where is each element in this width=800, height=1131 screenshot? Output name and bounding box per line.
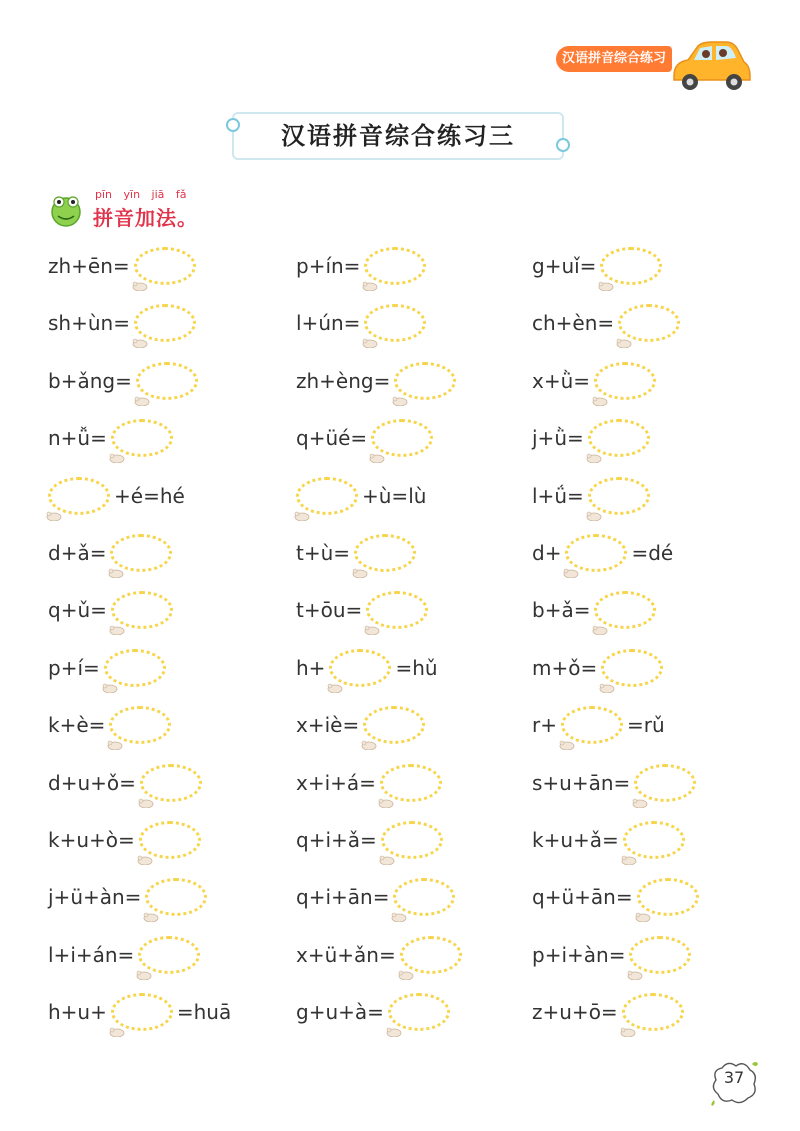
exercise-text: m+ǒ= bbox=[532, 655, 598, 680]
mouse-icon bbox=[597, 272, 615, 282]
mouse-icon bbox=[562, 559, 580, 569]
answer-oval[interactable] bbox=[48, 477, 110, 515]
answer-oval[interactable] bbox=[329, 649, 391, 687]
section-title: 拼音加法。 bbox=[93, 206, 198, 230]
answer-oval[interactable] bbox=[565, 534, 627, 572]
mouse-icon bbox=[101, 674, 119, 684]
exercise-item bbox=[532, 818, 685, 862]
exercise-text: x+ǜ= bbox=[532, 368, 591, 393]
mouse-icon bbox=[351, 559, 369, 569]
exercise-item bbox=[48, 359, 198, 403]
exercise-text: q+ǔ= bbox=[48, 598, 107, 623]
answer-oval[interactable] bbox=[364, 304, 426, 342]
answer-oval[interactable] bbox=[371, 419, 433, 457]
exercise-text: j+ü+àn= bbox=[48, 885, 142, 910]
exercise-item bbox=[296, 474, 426, 518]
exercise-item bbox=[296, 761, 442, 805]
mouse-icon bbox=[631, 789, 649, 799]
answer-oval[interactable] bbox=[622, 993, 684, 1031]
exercise-item bbox=[532, 301, 680, 345]
exercise-item bbox=[532, 244, 662, 288]
mouse-icon bbox=[131, 329, 149, 339]
exercise-text: g+u+à= bbox=[296, 1000, 384, 1025]
exercise-item bbox=[296, 531, 416, 575]
answer-oval[interactable] bbox=[111, 419, 173, 457]
mouse-icon bbox=[293, 502, 311, 512]
exercise-text: zh+èng= bbox=[296, 368, 391, 393]
answer-oval[interactable] bbox=[381, 821, 443, 859]
answer-oval[interactable] bbox=[400, 936, 462, 974]
answer-oval[interactable] bbox=[104, 649, 166, 687]
exercise-item bbox=[48, 416, 173, 460]
answer-oval[interactable] bbox=[145, 878, 207, 916]
answer-oval[interactable] bbox=[364, 247, 426, 285]
exercise-text: h+ bbox=[296, 655, 326, 680]
exercise-item bbox=[296, 818, 443, 862]
mouse-icon bbox=[391, 387, 409, 397]
page-number: 37 bbox=[723, 1068, 745, 1087]
mouse-icon bbox=[363, 616, 381, 626]
mouse-icon bbox=[378, 846, 396, 856]
answer-oval[interactable] bbox=[366, 591, 428, 629]
mouse-icon bbox=[360, 731, 378, 741]
answer-oval[interactable] bbox=[629, 936, 691, 974]
exercise-item bbox=[48, 933, 200, 977]
exercise-item bbox=[48, 990, 231, 1034]
exercise-text: q+üé= bbox=[296, 426, 368, 451]
mouse-icon bbox=[133, 387, 151, 397]
answer-oval[interactable] bbox=[600, 247, 662, 285]
exercise-item bbox=[296, 933, 462, 977]
exercise-item bbox=[532, 531, 673, 575]
title-box bbox=[232, 112, 564, 160]
exercise-item bbox=[296, 588, 428, 632]
answer-oval[interactable] bbox=[134, 247, 196, 285]
exercise-item bbox=[48, 818, 201, 862]
exercise-item bbox=[48, 474, 185, 518]
exercise-item bbox=[532, 703, 665, 747]
mouse-icon bbox=[397, 961, 415, 971]
exercise-item bbox=[532, 474, 650, 518]
exercise-text: k+u+ò= bbox=[48, 828, 135, 852]
mouse-icon bbox=[585, 444, 603, 454]
answer-oval[interactable] bbox=[110, 534, 172, 572]
mouse-icon bbox=[585, 502, 603, 512]
exercise-text: b+ǎ= bbox=[532, 598, 591, 623]
exercise-text: h+u+ bbox=[48, 1000, 107, 1025]
exercise-item bbox=[48, 703, 171, 747]
frog-icon bbox=[48, 192, 84, 228]
answer-oval[interactable] bbox=[594, 591, 656, 629]
exercise-text: =huā bbox=[176, 1000, 232, 1025]
answer-oval[interactable] bbox=[296, 477, 358, 515]
exercise-item bbox=[532, 359, 656, 403]
answer-oval[interactable] bbox=[388, 993, 450, 1031]
mouse-icon bbox=[361, 272, 379, 282]
answer-oval[interactable] bbox=[618, 304, 680, 342]
answer-oval[interactable] bbox=[363, 706, 425, 744]
exercise-text: r+ bbox=[532, 713, 557, 738]
page-title: 汉语拼音综合练习三 bbox=[281, 122, 515, 150]
exercise-item bbox=[532, 416, 650, 460]
exercise-item bbox=[48, 531, 172, 575]
answer-oval[interactable] bbox=[634, 764, 696, 802]
answer-oval[interactable] bbox=[394, 362, 456, 400]
answer-oval[interactable] bbox=[111, 993, 173, 1031]
exercise-text: =dé bbox=[631, 541, 674, 565]
exercise-text: x+i+á= bbox=[296, 770, 376, 795]
answer-oval[interactable] bbox=[138, 936, 200, 974]
exercise-text: s+u+ān= bbox=[532, 770, 631, 795]
mouse-icon bbox=[142, 903, 160, 913]
exercise-item bbox=[296, 301, 426, 345]
exercise-text: =rǔ bbox=[626, 713, 665, 738]
mouse-icon bbox=[137, 789, 155, 799]
mouse-icon bbox=[634, 903, 652, 913]
mouse-icon bbox=[377, 789, 395, 799]
exercise-text: t+ù= bbox=[296, 541, 351, 565]
exercise-text: z+u+ō= bbox=[532, 1000, 618, 1025]
exercise-text: q+ü+ān= bbox=[532, 885, 633, 910]
exercise-item bbox=[532, 875, 699, 919]
car-icon bbox=[668, 36, 752, 94]
exercise-item bbox=[296, 646, 438, 690]
answer-oval[interactable] bbox=[393, 878, 455, 916]
exercise-text: j+ǜ= bbox=[532, 426, 584, 451]
exercise-item bbox=[296, 875, 455, 919]
exercise-text: +ù=lù bbox=[362, 483, 427, 508]
exercise-text: x+iè= bbox=[296, 713, 360, 738]
answer-oval[interactable] bbox=[601, 649, 663, 687]
exercise-text: k+è= bbox=[48, 713, 106, 738]
mouse-icon bbox=[385, 1018, 403, 1028]
exercise-text: p+ín= bbox=[296, 254, 361, 278]
exercise-text: d+u+ǒ= bbox=[48, 770, 136, 795]
mouse-icon bbox=[108, 1018, 126, 1028]
mouse-icon bbox=[368, 444, 386, 454]
section-pinyin: pīn yīn jiā fǎ bbox=[95, 188, 187, 201]
exercise-text: =hǔ bbox=[395, 655, 438, 680]
mouse-icon bbox=[620, 846, 638, 856]
mouse-icon bbox=[591, 387, 609, 397]
mouse-icon bbox=[558, 731, 576, 741]
mouse-icon bbox=[361, 329, 379, 339]
exercise-text: x+ü+ǎn= bbox=[296, 942, 396, 967]
exercise-item bbox=[296, 359, 456, 403]
mouse-icon bbox=[591, 616, 609, 626]
exercise-item bbox=[532, 588, 656, 632]
exercise-text: zh+ēn= bbox=[48, 254, 130, 278]
exercise-item bbox=[48, 646, 166, 690]
exercise-item bbox=[296, 244, 426, 288]
exercise-text: +é=hé bbox=[114, 483, 185, 508]
answer-oval[interactable] bbox=[380, 764, 442, 802]
mouse-icon bbox=[131, 272, 149, 282]
exercise-text: d+ǎ= bbox=[48, 541, 107, 565]
exercise-text: l+ǘ= bbox=[532, 483, 584, 508]
exercise-item bbox=[296, 703, 425, 747]
exercise-text: q+i+ān= bbox=[296, 885, 390, 910]
exercise-item bbox=[296, 990, 450, 1034]
answer-oval[interactable] bbox=[109, 706, 171, 744]
answer-oval[interactable] bbox=[588, 419, 650, 457]
exercise-item bbox=[48, 301, 196, 345]
mouse-icon bbox=[619, 1018, 637, 1028]
exercise-text: d+ bbox=[532, 541, 562, 565]
mouse-icon bbox=[326, 674, 344, 684]
mouse-icon bbox=[135, 961, 153, 971]
answer-oval[interactable] bbox=[139, 821, 201, 859]
exercise-text: q+i+ǎ= bbox=[296, 828, 377, 852]
exercise-text: k+u+ǎ= bbox=[532, 828, 619, 852]
mouse-icon bbox=[108, 444, 126, 454]
exercise-text: p+í= bbox=[48, 655, 100, 680]
mouse-icon bbox=[106, 731, 124, 741]
chapter-tab: 汉语拼音综合练习三 bbox=[556, 46, 672, 72]
mouse-icon bbox=[45, 502, 63, 512]
answer-oval[interactable] bbox=[354, 534, 416, 572]
mouse-icon bbox=[615, 329, 633, 339]
mouse-icon bbox=[136, 846, 154, 856]
answer-oval[interactable] bbox=[136, 362, 198, 400]
exercise-item bbox=[48, 761, 202, 805]
exercise-item bbox=[48, 875, 207, 919]
exercise-text: l+i+án= bbox=[48, 942, 135, 967]
exercise-item bbox=[532, 933, 691, 977]
exercise-text: l+ún= bbox=[296, 311, 361, 336]
answer-oval[interactable] bbox=[140, 764, 202, 802]
exercise-item bbox=[48, 244, 196, 288]
answer-oval[interactable] bbox=[588, 477, 650, 515]
exercise-item bbox=[532, 990, 684, 1034]
exercise-text: p+i+àn= bbox=[532, 942, 626, 967]
exercise-text: g+uǐ= bbox=[532, 254, 597, 278]
exercise-item bbox=[48, 588, 173, 632]
exercise-text: t+ōu= bbox=[296, 598, 363, 623]
exercise-item bbox=[296, 416, 433, 460]
mouse-icon bbox=[598, 674, 616, 684]
exercise-text: b+ǎng= bbox=[48, 368, 132, 393]
mouse-icon bbox=[108, 616, 126, 626]
mouse-icon bbox=[626, 961, 644, 971]
exercise-text: sh+ùn= bbox=[48, 311, 130, 336]
mouse-icon bbox=[107, 559, 125, 569]
answer-oval[interactable] bbox=[111, 591, 173, 629]
answer-oval[interactable] bbox=[561, 706, 623, 744]
answer-oval[interactable] bbox=[594, 362, 656, 400]
exercise-text: ch+èn= bbox=[532, 311, 615, 336]
mouse-icon bbox=[390, 903, 408, 913]
answer-oval[interactable] bbox=[134, 304, 196, 342]
answer-oval[interactable] bbox=[623, 821, 685, 859]
exercise-text: n+ǚ= bbox=[48, 426, 107, 451]
exercise-item bbox=[532, 646, 663, 690]
exercise-item bbox=[532, 761, 696, 805]
answer-oval[interactable] bbox=[637, 878, 699, 916]
